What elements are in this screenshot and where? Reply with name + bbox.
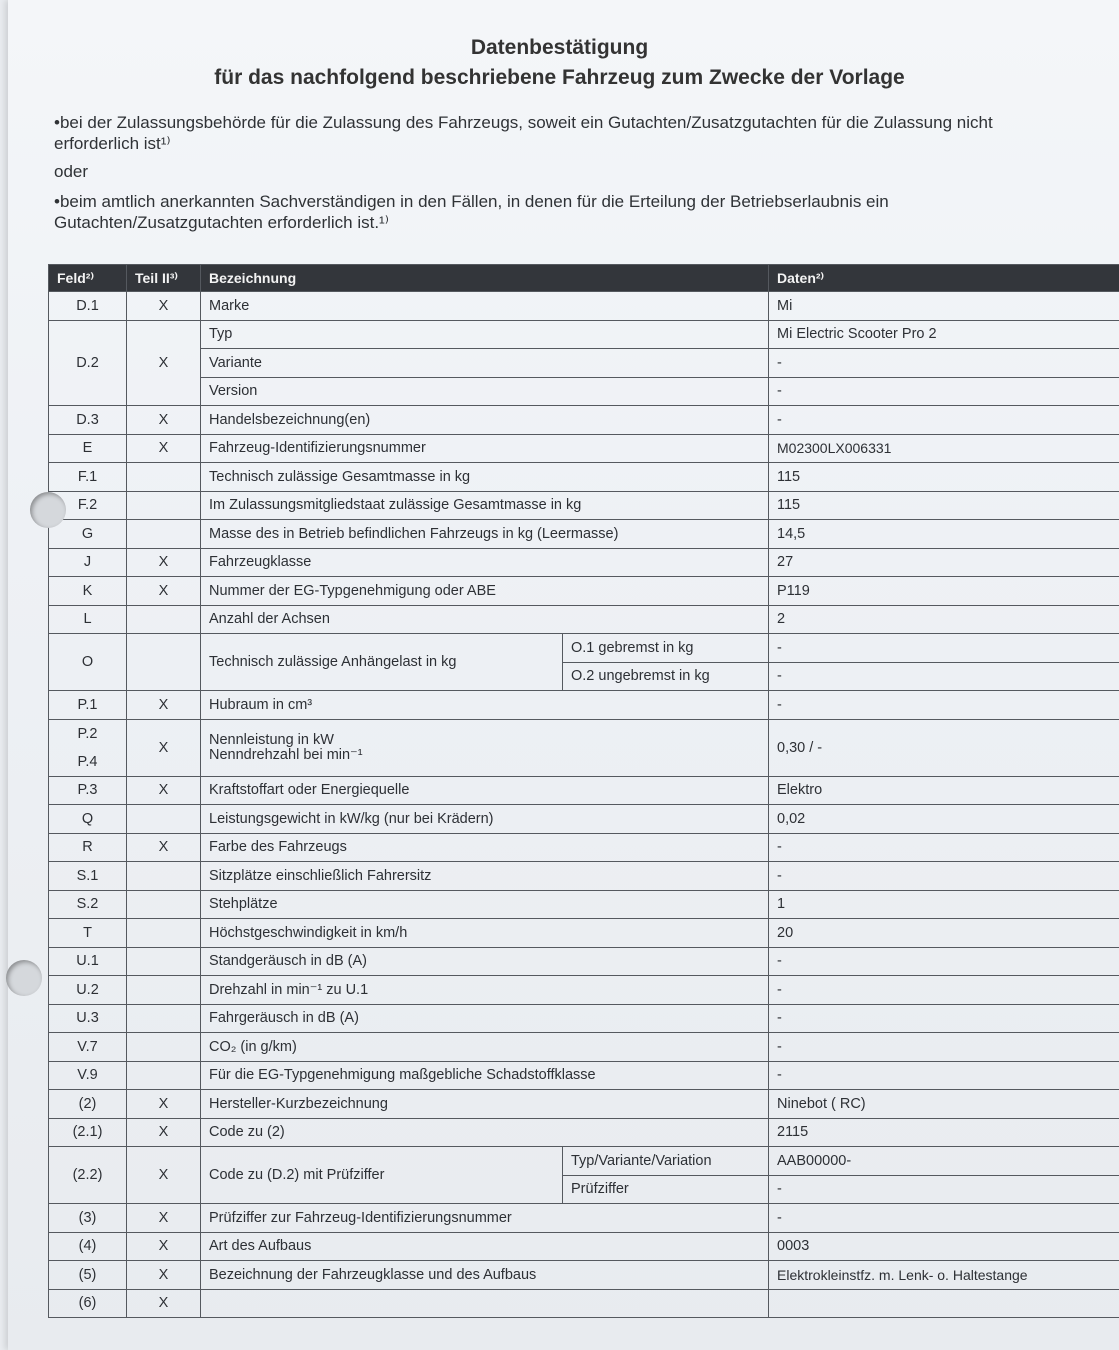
table-row [49, 833, 1119, 862]
cell-daten: 2115 [769, 1118, 1119, 1147]
cell-daten: - [769, 1033, 1119, 1062]
cell-daten: - [769, 862, 1119, 891]
cell-teil: X [127, 833, 201, 862]
cell-feld: (2.1) [49, 1118, 127, 1147]
cell-bezeichnung: Leistungsgewicht in kW/kg (nur bei Krädern) [201, 805, 769, 834]
cell-teil: X [127, 1147, 201, 1204]
cell-bezeichnung: Technisch zulässige Gesamtmasse in kg [201, 463, 769, 492]
cell-daten: - [769, 349, 1119, 378]
cell-daten: Elektrokleinstfz. m. Lenk- o. Haltestange [769, 1261, 1119, 1290]
punch-hole-top [30, 492, 66, 528]
cell-feld: E [49, 434, 127, 463]
cell-daten: 20 [769, 919, 1119, 948]
table-row [49, 691, 1119, 720]
cell-feld: K [49, 577, 127, 606]
table-row [49, 776, 1119, 805]
table-row [49, 548, 1119, 577]
cell-feld: F.1 [49, 463, 127, 492]
cell-teil: X [127, 320, 201, 406]
table-row [49, 719, 1119, 776]
cell-bezeichnung [201, 719, 769, 776]
cell-feld: (2.2) [49, 1147, 127, 1204]
cell-feld: P.1 [49, 691, 127, 720]
table-row [49, 491, 1119, 520]
cell-teil: X [127, 1090, 201, 1119]
cell-teil: X [127, 434, 201, 463]
cell-bezeichnung: Code zu (2) [201, 1118, 769, 1147]
cell-teil [127, 862, 201, 891]
cell-daten: - [769, 1004, 1119, 1033]
cell-bezeichnung: Standgeräusch in dB (A) [201, 947, 769, 976]
cell-teil [127, 919, 201, 948]
document-subtitle: für das nachfolgend beschriebene Fahrzeug zum Zwecke der Vorlage [214, 66, 905, 89]
intro-oder: oder [54, 162, 89, 181]
cell-bezeichnung: Höchstgeschwindigkeit in km/h [201, 919, 769, 948]
cell-bezeichnung: Stehplätze [201, 890, 769, 919]
table-row [49, 805, 1119, 834]
table-row [49, 1289, 1119, 1318]
cell-bezeichnung: Fahrgeräusch in dB (A) [201, 1004, 769, 1033]
cell-bezeichnung: Prüfziffer zur Fahrzeug-Identifizierungsnummer [201, 1204, 769, 1233]
cell-feld: J [49, 548, 127, 577]
cell-teil: X [127, 406, 201, 435]
cell-teil [127, 463, 201, 492]
cell-daten: Mi [769, 292, 1119, 321]
cell-teil: X [127, 1118, 201, 1147]
table-row [49, 1147, 1119, 1176]
cell-daten: - [769, 947, 1119, 976]
table-row [49, 862, 1119, 891]
cell-feld: T [49, 919, 127, 948]
cell-bezeichnung: Fahrzeug-Identifizierungsnummer [201, 434, 769, 463]
header-teil: Teil II³⁾ [127, 265, 201, 292]
cell-sub-bezeichnung: Typ/Variante/Variation [563, 1147, 769, 1176]
cell-teil: X [127, 292, 201, 321]
punch-hole-bottom [6, 960, 42, 996]
cell-teil: X [127, 691, 201, 720]
cell-feld-p2: P.2 [77, 725, 98, 742]
cell-teil [127, 947, 201, 976]
cell-daten: Mi Electric Scooter Pro 2 [769, 320, 1119, 349]
cell-daten: 2 [769, 605, 1119, 634]
intro-bullet-1: •bei der Zulassungsbehörde für die Zulassung des Fahrzeugs, soweit ein Gutachten/Zusatzgutachten für die Zulassung nicht erforderlich ist¹⁾ [54, 113, 993, 153]
table-row [49, 1061, 1119, 1090]
cell-feld: L [49, 605, 127, 634]
document-title: Datenbestätigung [470, 36, 649, 59]
header-bezeichnung: Bezeichnung [201, 265, 769, 292]
cell-daten: - [769, 662, 1119, 691]
cell-teil: X [127, 1232, 201, 1261]
cell-sub-bezeichnung: O.1 gebremst in kg [563, 634, 769, 663]
cell-daten: 0,02 [769, 805, 1119, 834]
cell-daten: - [769, 833, 1119, 862]
cell-bezeichnung: Fahrzeugklasse [201, 548, 769, 577]
table-row [49, 919, 1119, 948]
cell-teil: X [127, 1289, 201, 1318]
cell-feld-p4: P.4 [77, 753, 98, 770]
cell-bezeichnung: Anzahl der Achsen [201, 605, 769, 634]
cell-feld: V.7 [49, 1033, 127, 1062]
cell-teil [127, 1033, 201, 1062]
cell-feld: D.1 [49, 292, 127, 321]
cell-daten: - [769, 691, 1119, 720]
cell-teil: X [127, 548, 201, 577]
table-row [49, 1033, 1119, 1062]
table-row [49, 434, 1119, 463]
cell-bezeichnung: Hubraum in cm³ [201, 691, 769, 720]
table-row [49, 1004, 1119, 1033]
table-row [49, 320, 1119, 349]
cell-bezeichnung: Hersteller-Kurzbezeichnung [201, 1090, 769, 1119]
table-row [49, 947, 1119, 976]
cell-feld: Q [49, 805, 127, 834]
table-row [49, 634, 1119, 663]
cell-teil [127, 605, 201, 634]
cell-daten: - [769, 976, 1119, 1005]
cell-bezeichnung: Marke [201, 292, 769, 321]
cell-daten: 0003 [769, 1232, 1119, 1261]
cell-feld: P.3 [49, 776, 127, 805]
cell-sub-bezeichnung: O.2 ungebremst in kg [563, 662, 769, 691]
cell-daten: - [769, 377, 1119, 406]
cell-feld: S.2 [49, 890, 127, 919]
cell-daten: Ninebot ( RC) [769, 1090, 1119, 1119]
table-row [49, 1118, 1119, 1147]
cell-daten: 14,5 [769, 520, 1119, 549]
table-row [49, 1090, 1119, 1119]
cell-feld: (5) [49, 1261, 127, 1290]
cell-teil [127, 634, 201, 691]
cell-daten: 27 [769, 548, 1119, 577]
cell-daten: - [769, 1204, 1119, 1233]
cell-teil [127, 805, 201, 834]
table-row [49, 1204, 1119, 1233]
cell-feld: U.1 [49, 947, 127, 976]
cell-feld: D.3 [49, 406, 127, 435]
table-header-row [49, 265, 1119, 292]
cell-bezeichnung: Version [201, 377, 769, 406]
table-row [49, 577, 1119, 606]
cell-bezeichnung: Für die EG-Typgenehmigung maßgebliche Schadstoffklasse [201, 1061, 769, 1090]
cell-bezeichnung: Farbe des Fahrzeugs [201, 833, 769, 862]
cell-feld: V.9 [49, 1061, 127, 1090]
cell-daten: 115 [769, 463, 1119, 492]
cell-bezeichnung: Nummer der EG-Typgenehmigung oder ABE [201, 577, 769, 606]
cell-bezeichnung: Im Zulassungsmitgliedstaat zulässige Gesamtmasse in kg [201, 491, 769, 520]
cell-bezeichnung: Technisch zulässige Anhängelast in kg [201, 634, 563, 691]
cell-feld: S.1 [49, 862, 127, 891]
cell-bezeichnung [201, 1289, 769, 1318]
cell-bezeichnung-p2: Nennleistung in kW [209, 731, 334, 748]
table-row [49, 463, 1119, 492]
cell-bezeichnung: Drehzahl in min⁻¹ zu U.1 [201, 976, 769, 1005]
cell-teil [127, 520, 201, 549]
cell-teil [127, 976, 201, 1005]
table-row [49, 976, 1119, 1005]
cell-daten [769, 1289, 1119, 1318]
cell-daten: 1 [769, 890, 1119, 919]
header-feld: Feld²⁾ [49, 265, 127, 292]
cell-bezeichnung: Kraftstoffart oder Energiequelle [201, 776, 769, 805]
cell-teil: X [127, 577, 201, 606]
table-row [49, 605, 1119, 634]
cell-daten: - [769, 406, 1119, 435]
cell-sub-bezeichnung: Prüfziffer [563, 1175, 769, 1204]
cell-daten: - [769, 634, 1119, 663]
cell-teil: X [127, 719, 201, 776]
cell-teil [127, 890, 201, 919]
cell-feld: (4) [49, 1232, 127, 1261]
cell-teil [127, 1004, 201, 1033]
table-row [49, 292, 1119, 321]
cell-feld [49, 719, 127, 776]
cell-bezeichnung: Art des Aufbaus [201, 1232, 769, 1261]
cell-bezeichnung: CO₂ (in g/km) [201, 1033, 769, 1062]
intro-bullet-2: •beim amtlich anerkannten Sachverständigen in den Fällen, in denen für die Erteilung der Betriebserlaubnis ein Gutachten/Zusatzgutachten erforderlich ist.¹⁾ [54, 192, 889, 232]
table-row [49, 1232, 1119, 1261]
cell-teil: X [127, 1204, 201, 1233]
cell-daten: - [769, 1175, 1119, 1204]
cell-bezeichnung: Masse des in Betrieb befindlichen Fahrzeugs in kg (Leermasse) [201, 520, 769, 549]
cell-feld: (3) [49, 1204, 127, 1233]
cell-teil [127, 491, 201, 520]
cell-teil: X [127, 1261, 201, 1290]
cell-daten: AAB00000- [769, 1147, 1119, 1176]
header-daten: Daten²⁾ [769, 265, 1119, 292]
cell-teil: X [127, 776, 201, 805]
vehicle-data-table [48, 264, 1119, 1318]
cell-daten: M02300LX006331 [769, 434, 1119, 463]
cell-feld: U.3 [49, 1004, 127, 1033]
cell-daten: P119 [769, 577, 1119, 606]
cell-feld: D.2 [49, 320, 127, 406]
cell-bezeichnung: Bezeichnung der Fahrzeugklasse und des Aufbaus [201, 1261, 769, 1290]
cell-bezeichnung-p4: Nenndrehzahl bei min⁻¹ [209, 746, 363, 763]
cell-feld: O [49, 634, 127, 691]
cell-bezeichnung: Code zu (D.2) mit Prüfziffer [201, 1147, 563, 1204]
cell-bezeichnung: Sitzplätze einschließlich Fahrersitz [201, 862, 769, 891]
table-row [49, 406, 1119, 435]
cell-daten: Elektro [769, 776, 1119, 805]
cell-daten: - [769, 1061, 1119, 1090]
cell-feld: U.2 [49, 976, 127, 1005]
cell-feld: (2) [49, 1090, 127, 1119]
cell-bezeichnung: Handelsbezeichnung(en) [201, 406, 769, 435]
table-row [49, 890, 1119, 919]
cell-feld: R [49, 833, 127, 862]
cell-feld: (6) [49, 1289, 127, 1318]
cell-daten: 115 [769, 491, 1119, 520]
table-row [49, 520, 1119, 549]
cell-bezeichnung: Typ [201, 320, 769, 349]
cell-bezeichnung: Variante [201, 349, 769, 378]
table-row [49, 377, 1119, 406]
table-row [49, 349, 1119, 378]
cell-feld: F.2 [49, 491, 127, 520]
cell-feld: G [49, 520, 127, 549]
cell-teil [127, 1061, 201, 1090]
table-row [49, 1261, 1119, 1290]
cell-daten: 0,30 / - [769, 719, 1119, 776]
